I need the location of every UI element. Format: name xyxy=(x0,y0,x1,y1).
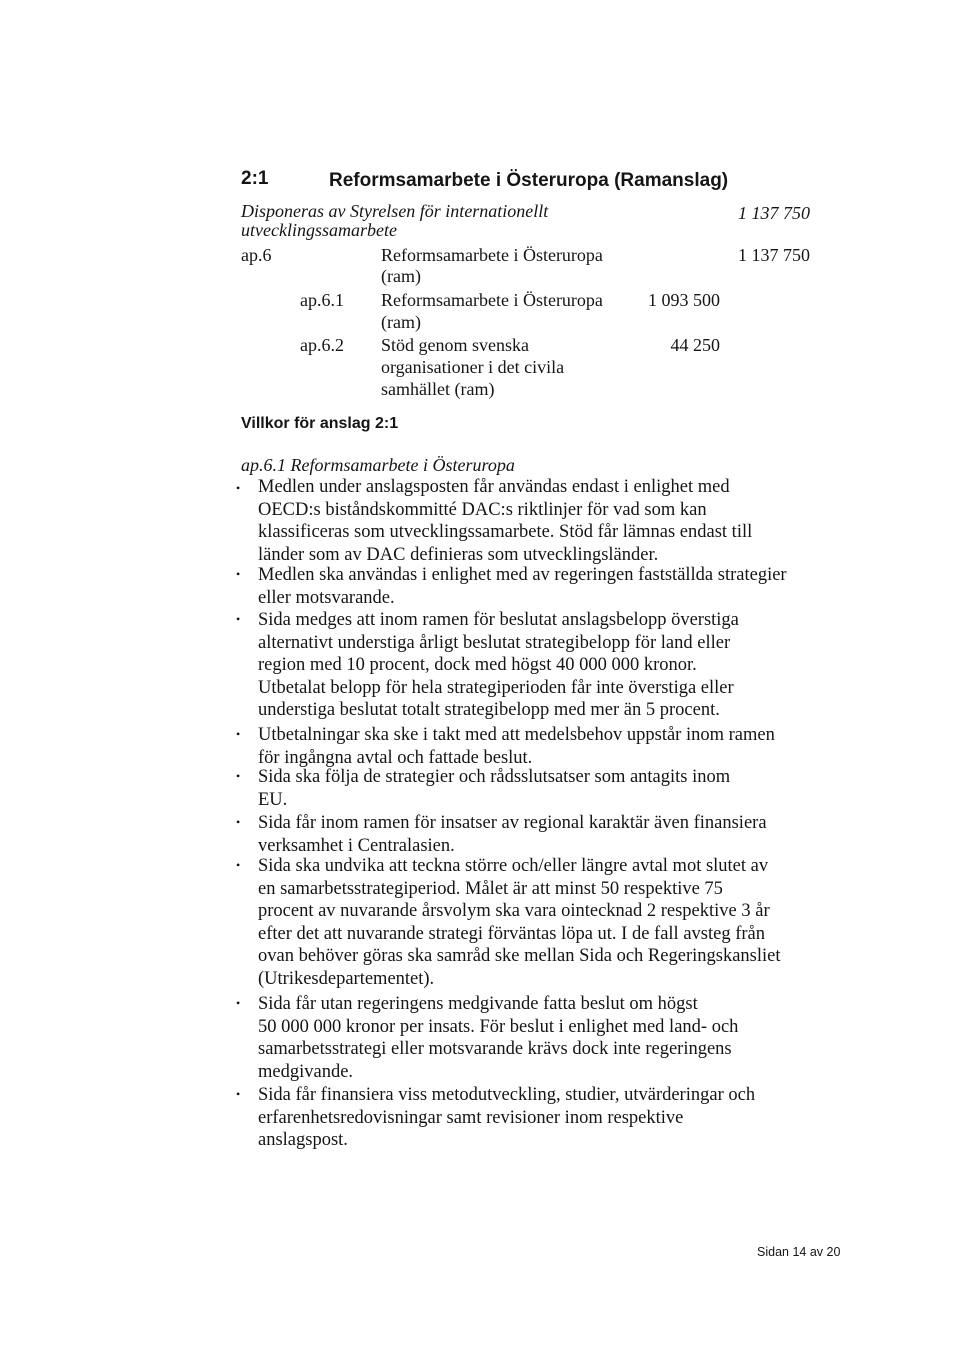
post-label-line-1: Reformsamarbete i Österuropa xyxy=(381,245,603,265)
post-code: ap.6 xyxy=(241,245,272,265)
bullet-marker: • xyxy=(236,612,241,626)
disposition-line-2: utvecklingssamarbete xyxy=(241,220,397,240)
bullet-text: Sida ska undvika att teckna större och/eller längre avtal mot slutet av en samarbetsstrategiperiod. Målet är att minst 50 respektive 75 procent av nuvarande årsvolym ska vara ointecknad 2 respektive 3 år efter det att nuvarande strategi förväntas löpa ut. I de fall avsteg från ovan behöver göras ska samråd ske mellan Sida och Regeringskansliet (Utrikesdepartementet). xyxy=(258,856,781,989)
page-number: Sidan 14 av 20 xyxy=(757,1245,841,1259)
bullet-text: Sida får finansiera viss metodutveckling, studier, utvärderingar och erfarenhetsredovisningar samt revisioner inom respektive anslagspost. xyxy=(258,1085,756,1150)
bullet-text: Medlen under anslagsposten får användas endast i enlighet med OECD:s biståndskommitté DAC:s riktlinjer för vad som kan klassificeras som utvecklingssamarbete. Stöd får lämnas endast till länder som av DAC definieras som utvecklingsländer. xyxy=(258,477,753,565)
bullet-marker: • xyxy=(236,769,241,783)
post-amount: 44 250 xyxy=(670,335,720,355)
bullet-text: Sida ska följa de strategier och rådsslutsatser som antagits inom EU. xyxy=(258,767,731,810)
post-label-line-2: (ram) xyxy=(381,312,421,332)
bullet-text: Sida får inom ramen för insatser av regional karaktär även finansiera verksamhet i Centralasien. xyxy=(258,813,767,856)
conditions-heading: Villkor för anslag 2:1 xyxy=(241,415,399,432)
section-title: Reformsamarbete i Österuropa (Ramanslag) xyxy=(329,170,729,191)
bullet-text: Medlen ska användas i enlighet med av regeringen fastställda strategier eller motsvarande. xyxy=(258,565,787,608)
section-number: 2:1 xyxy=(241,168,269,189)
disposition-line-1: Disponeras av Styrelsen för internationellt xyxy=(241,201,549,221)
post-label-line-1: Stöd genom svenska xyxy=(381,335,529,355)
bullet-marker: • xyxy=(236,996,241,1010)
disposition-amount: 1 137 750 xyxy=(738,203,810,223)
post-code: ap.6.2 xyxy=(300,335,344,355)
bullet-marker: • xyxy=(236,1087,241,1101)
bullet-text: Sida medges att inom ramen för beslutat anslagsbelopp överstiga alternativt understiga årligt beslutat strategibelopp för land eller region med 10 procent, dock med högst 40 000 000 kronor. Utbetalat belopp för hela strategiperioden får inte överstiga eller understiga beslutat totalt strategibelopp med mer än 5 procent. xyxy=(258,610,739,720)
bullet-marker: • xyxy=(236,567,241,581)
conditions-subheading: ap.6.1 Reformsamarbete i Österuropa xyxy=(241,455,515,475)
post-label-line-1: Reformsamarbete i Österuropa xyxy=(381,290,603,310)
bullet-marker: • xyxy=(236,815,241,829)
post-label-line-2: (ram) xyxy=(381,266,421,286)
post-amount: 1 137 750 xyxy=(738,245,810,265)
post-label-line-2: organisationer i det civila xyxy=(381,357,565,377)
bullet-marker: • xyxy=(236,481,241,495)
bullet-marker: • xyxy=(236,858,241,872)
bullet-marker: • xyxy=(236,727,241,741)
post-label-line-3: samhället (ram) xyxy=(381,379,495,399)
bullet-text: Sida får utan regeringens medgivande fatta beslut om högst 50 000 000 kronor per insats. För beslut i enlighet med land- och samarbetsstrategi eller motsvarande krävs dock inte regeringens medgivande. xyxy=(258,994,739,1082)
post-code: ap.6.1 xyxy=(300,290,344,310)
bullet-text: Utbetalningar ska ske i takt med att medelsbehov uppstår inom ramen för ingångna avtal och fattade beslut. xyxy=(258,725,775,768)
post-amount: 1 093 500 xyxy=(648,290,720,310)
